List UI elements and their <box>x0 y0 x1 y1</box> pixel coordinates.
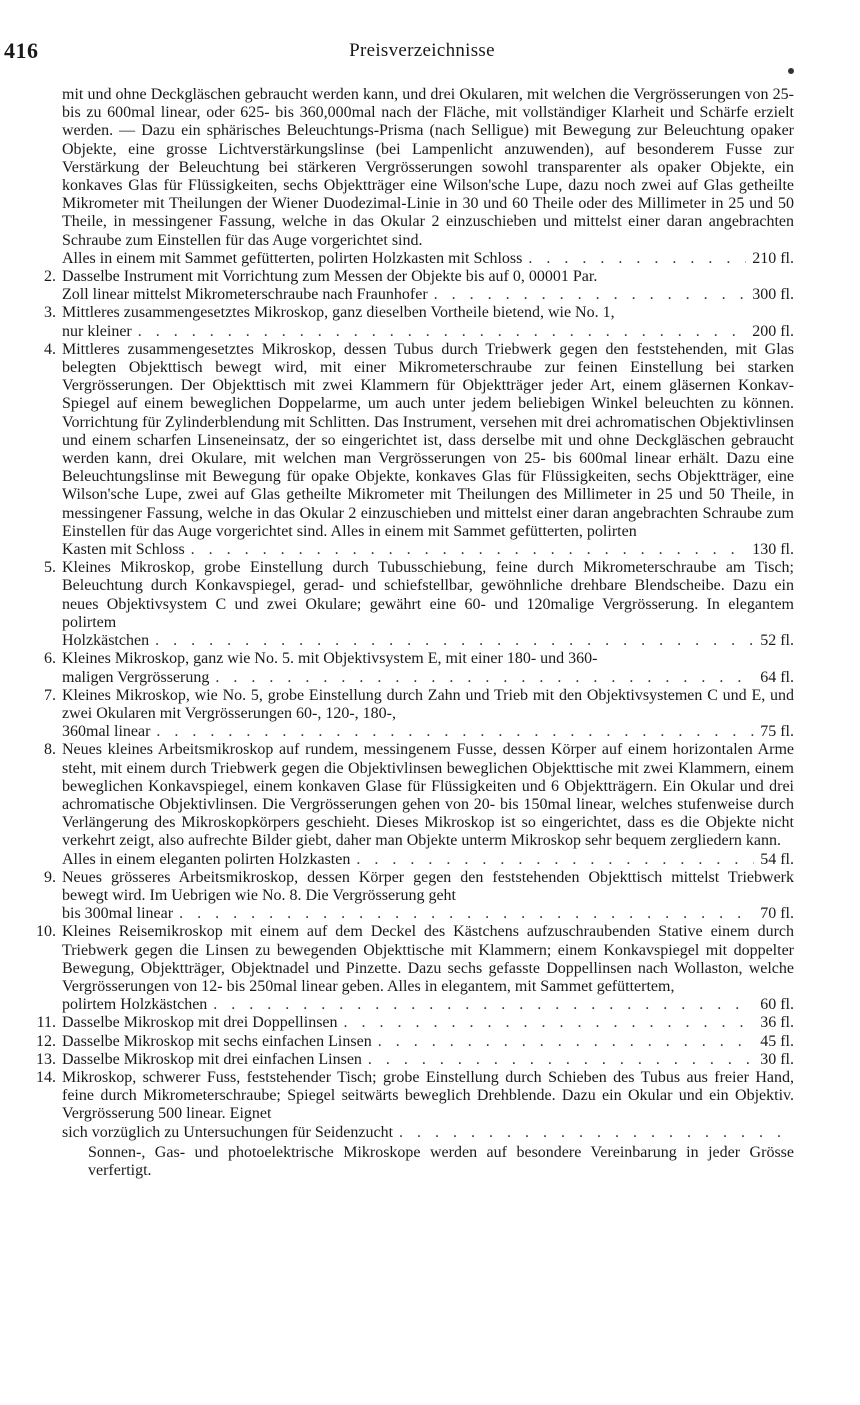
entry-price-line <box>62 250 794 268</box>
entry-price-line <box>62 323 794 341</box>
dot-leader <box>213 996 754 1014</box>
entry-price: 52 fl. <box>760 632 794 650</box>
dot-leader <box>191 541 747 559</box>
entry-description: Mittleres zusammengesetztes Mikroskop, ganz dieselben Vortheile bietend, wie No. 1, <box>62 304 615 322</box>
entry-price-line <box>62 632 794 650</box>
entry-price: 36 fl. <box>760 1014 794 1032</box>
entry-closing-text: sich vorzüglich zu Untersuchungen für Seidenzucht <box>62 1123 394 1141</box>
entry-number: 2. <box>44 268 56 286</box>
dot-leader <box>378 1033 755 1051</box>
dot-leader <box>344 1014 755 1032</box>
entry-price: 210 fl. <box>752 249 794 267</box>
entry-price: 54 fl. <box>760 850 794 868</box>
entry-number: 13. <box>36 1050 56 1068</box>
entry-number: 12. <box>36 1032 56 1050</box>
entry-description: Mittleres zusammengesetztes Mikroskop, dessen Tubus durch Triebwerk gegen den feststehenden, mit Glas belegten Objekttisch bewegt wird, mit einer Mikrometerschraube zur feinen Einstellung bei starken Vergrösserungen. Der Objekttisch mit zwei Klammern für Objektträger jeder Art, einem gläsernen Konkav-Spiegel auf einem beweglichen Doppelarme, um auch unter jedem beliebigen Winkel beleuchten zu können. Vorrichtung für Zylinderblendung mit Schlitten. Das Instrument, versehen mit drei achromatischen Objektivlinsen und einem scharfen Linseneinsatz, der so eingerichtet ist, dass derselbe mit und ohne Deckgläschen gebraucht werden kann, drei Okulare, mit welchen man Vergrösserungen von 25- bis 600mal linear erhält. Dazu eine Beleuchtungslinse mit Bewegung für opake Objekte, konkaves Glas für Flüssigkeiten, sechs Objektträger, eine Wilson'sche Lupe, zwei auf Glas getheilte Mikrometer mit Theilungen des Millimeter in 25 und 50 Theile, in messingener Fassung, welche in das Okular 2 einzuschieben und mittelst einer daran angebrachten Schraube zum Einstellen für das Auge vorgerichtet sind. Alles in einem mit Sammet gefütterten, polirten <box>62 340 794 540</box>
entry-closing-text: Dasselbe Mikroskop mit sechs einfachen Linsen <box>62 1032 372 1050</box>
dot-leader <box>368 1051 754 1069</box>
entry-price-line <box>62 541 794 559</box>
entry-price-line <box>62 1014 794 1032</box>
entry-number: 11. <box>36 1014 56 1032</box>
entry-closing-text: Alles in einem mit Sammet gefütterten, polirten Holzkasten mit Schloss <box>62 249 523 267</box>
price-list <box>24 86 794 1180</box>
price-entry <box>24 1069 794 1142</box>
entry-number: 3. <box>44 304 56 322</box>
entry-description: Kleines Mikroskop, wie No. 5, grobe Einstellung durch Zahn und Trieb mit den Objektivsystemen C und E, und zwei Okularen mit Vergrösserungen 60-, 120-, 180-, <box>62 686 794 722</box>
entry-price-line <box>62 723 794 741</box>
price-entry <box>24 341 794 559</box>
dot-leader <box>356 851 754 869</box>
price-entry <box>24 304 794 340</box>
entry-closing-text: Dasselbe Mikroskop mit drei Doppellinsen <box>62 1014 338 1032</box>
entry-description: Neues grösseres Arbeitsmikroskop, dessen Körper gegen den feststehenden Objekttisch mittelst Triebwerk bewegt wird. Im Uebrigen wie No. 8. Die Vergrösserung geht <box>62 868 794 904</box>
entry-price-line <box>62 286 794 304</box>
entry-price: 300 fl. <box>752 286 794 304</box>
dot-leader <box>156 723 754 741</box>
entry-number: 6. <box>44 650 56 668</box>
entry-price: 45 fl. <box>760 1032 794 1050</box>
price-entry <box>24 869 794 924</box>
entry-number: 4. <box>44 340 56 358</box>
entry-closing-text: Zoll linear mittelst Mikrometerschraube nach Fraunhofer <box>62 286 428 304</box>
page-number: 416 <box>4 38 39 63</box>
price-entry <box>24 86 794 268</box>
dot-leader <box>138 323 746 341</box>
entry-price-line <box>62 1051 794 1069</box>
entry-price: 70 fl. <box>760 905 794 923</box>
price-entry <box>24 923 794 1014</box>
entry-price-line <box>62 851 794 869</box>
price-entry <box>24 1051 794 1069</box>
entry-price: 200 fl. <box>752 322 794 340</box>
entry-description: Mikroskop, schwerer Fuss, feststehender Tisch; grobe Einstellung durch Schieben des Tubus aus freier Hand, feine durch Mikrometerschraube; Spiegel seitwärts beweglich Drehblende. Dazu ein Okular und ein Objektiv. Vergrösserung 500 linear. Eignet <box>62 1068 794 1123</box>
entry-closing-text: 360mal linear <box>62 723 151 741</box>
entry-price: 130 fl. <box>752 541 794 559</box>
entry-closing-text: Dasselbe Mikroskop mit drei einfachen Linsen <box>62 1050 362 1068</box>
entry-price: 64 fl. <box>760 668 794 686</box>
ink-spot <box>788 68 794 74</box>
running-title: Preisverzeichnisse <box>349 40 495 61</box>
entry-number: 14. <box>36 1068 56 1086</box>
entry-closing-text: maligen Vergrösserung <box>62 668 210 686</box>
entry-number: 10. <box>36 923 56 941</box>
entry-number: 7. <box>44 686 56 704</box>
entry-description: Kleines Mikroskop, ganz wie No. 5. mit Objektivsystem E, mit einer 180- und 360- <box>62 650 598 668</box>
entry-number: 5. <box>44 559 56 577</box>
entry-price-line <box>62 1124 794 1142</box>
entry-description: mit und ohne Deckgläschen gebraucht werden kann, und drei Okularen, mit welchen die Vergrösserungen von 25- bis zu 600mal linear, oder 625- bis 360,000mal nach der Fläche, mit vollständiger Klarheit und Schärfe erzielt werden. — Dazu ein sphärisches Beleuchtungs-Prisma (nach Selligue) mit Bewegung zur Beleuchtung opaker Objekte, eine grosse Lichtverstärkungslinse (bei Lampenlicht anzuwenden), auf besonderem Fusse zur Verstärkung der Beleuchtung bei stärkeren Vergrösserungen sowohl transparenter als opaker Objekte, ein konkaves Glas für Flüssigkeiten, sechs Objektträger eine Wilson'sche Lupe, dazu noch zwei auf Glas getheilte Mikrometer mit Theilungen der Wiener Duodezimal-Linie in 30 und 60 Theile oder des Millimeter in 25 und 50 Theile, in messingener Fassung, welche in das Okular 2 einzuschieben und mittelst einer daran angebrachten Schraube zum Einstellen für das Auge vorgerichtet sind. <box>62 86 794 249</box>
entry-closing-text: polirtem Holzkästchen <box>62 996 208 1014</box>
entry-description: Kleines Reisemikroskop mit einem auf dem Deckel des Kästchens aufzuschraubenden Stative einem durch Triebwerk gegen die Linsen zu bewegenden Objekttische mit Klammern; einem Konkavspiegel mit doppelter Bewegung, Objektträger, Objektnadel und Pinzette. Dazu sechs gefasste Doppellinsen nach Wollaston, welche Vergrösserungen von 12- bis 250mal linear geben. Alles in elegantem, mit Sammet gefüttertem, <box>62 923 794 995</box>
price-entry <box>24 650 794 686</box>
price-entry <box>24 1033 794 1051</box>
entry-closing-text: bis 300mal linear <box>62 905 174 923</box>
running-head <box>4 38 840 68</box>
entry-closing-text: Kasten mit Schloss <box>62 541 185 559</box>
closing-note: Sonnen-, Gas- und photoelektrische Mikroskope werden auf besondere Vereinbarung in jeder Grösse verfertigt. <box>88 1143 794 1179</box>
entry-price-line <box>62 669 794 687</box>
entry-closing-text: Holzkästchen <box>62 632 150 650</box>
entry-closing-text: nur kleiner <box>62 322 132 340</box>
price-entry <box>24 1014 794 1032</box>
price-entry <box>24 741 794 868</box>
dot-leader <box>528 250 746 268</box>
entry-price: 60 fl. <box>760 996 794 1014</box>
entry-price-line <box>62 905 794 923</box>
entry-description: Dasselbe Instrument mit Vorrichtung zum Messen der Objekte bis auf 0, 00001 Par. <box>62 268 598 286</box>
dot-leader <box>399 1124 788 1142</box>
dot-leader <box>179 905 754 923</box>
dot-leader <box>155 632 754 650</box>
dot-leader <box>434 286 747 304</box>
price-entry <box>24 559 794 650</box>
dot-leader <box>215 669 754 687</box>
entry-description: Kleines Mikroskop, grobe Einstellung durch Tubusschiebung, feine durch Mikrometerschraube am Tisch; Beleuchtung durch Konkavspiegel, gerad- und schiefstellbar, gewöhnliche drehbare Blendscheibe. Dazu ein neues Objektivsystem C und zwei Okulare; gewährt eine 60- und 120malige Vergrösserung. In elegantem polirtem <box>62 559 794 631</box>
entry-description: Neues kleines Arbeitsmikroskop auf rundem, messingenem Fusse, dessen Körper auf einem horizontalen Arme steht, mit einem durch Triebwerk gegen die Objektivlinsen beweglichen Objekttische mit zwei Klammern, einem beweglichen Konkavspiegel, einem konkaven Glase für Flüssigkeiten und 6 Objektträgern. Ein Okular und drei achromatische Objektivlinsen. Die Vergrösserungen gehen von 20- bis 150mal linear, welches stufenweise durch Verlängerung des Mikroskopkörpers geschieht. Dieses Mikroskop ist so eingerichtet, dass es die Objekte nicht verkehrt zeigt, also aufrechte Bilder giebt, daher man Objekte unterm Mikroskop sehr bequem zergliedern kann. <box>62 741 794 850</box>
entry-price: 30 fl. <box>760 1050 794 1068</box>
entry-price-line <box>62 1033 794 1051</box>
price-entry <box>24 687 794 742</box>
price-entry <box>24 268 794 304</box>
entry-price: 75 fl. <box>760 723 794 741</box>
entry-number: 9. <box>44 868 56 886</box>
entry-number: 8. <box>44 741 56 759</box>
entry-price-line <box>62 996 794 1014</box>
entry-closing-text: Alles in einem eleganten polirten Holzkasten <box>62 850 351 868</box>
